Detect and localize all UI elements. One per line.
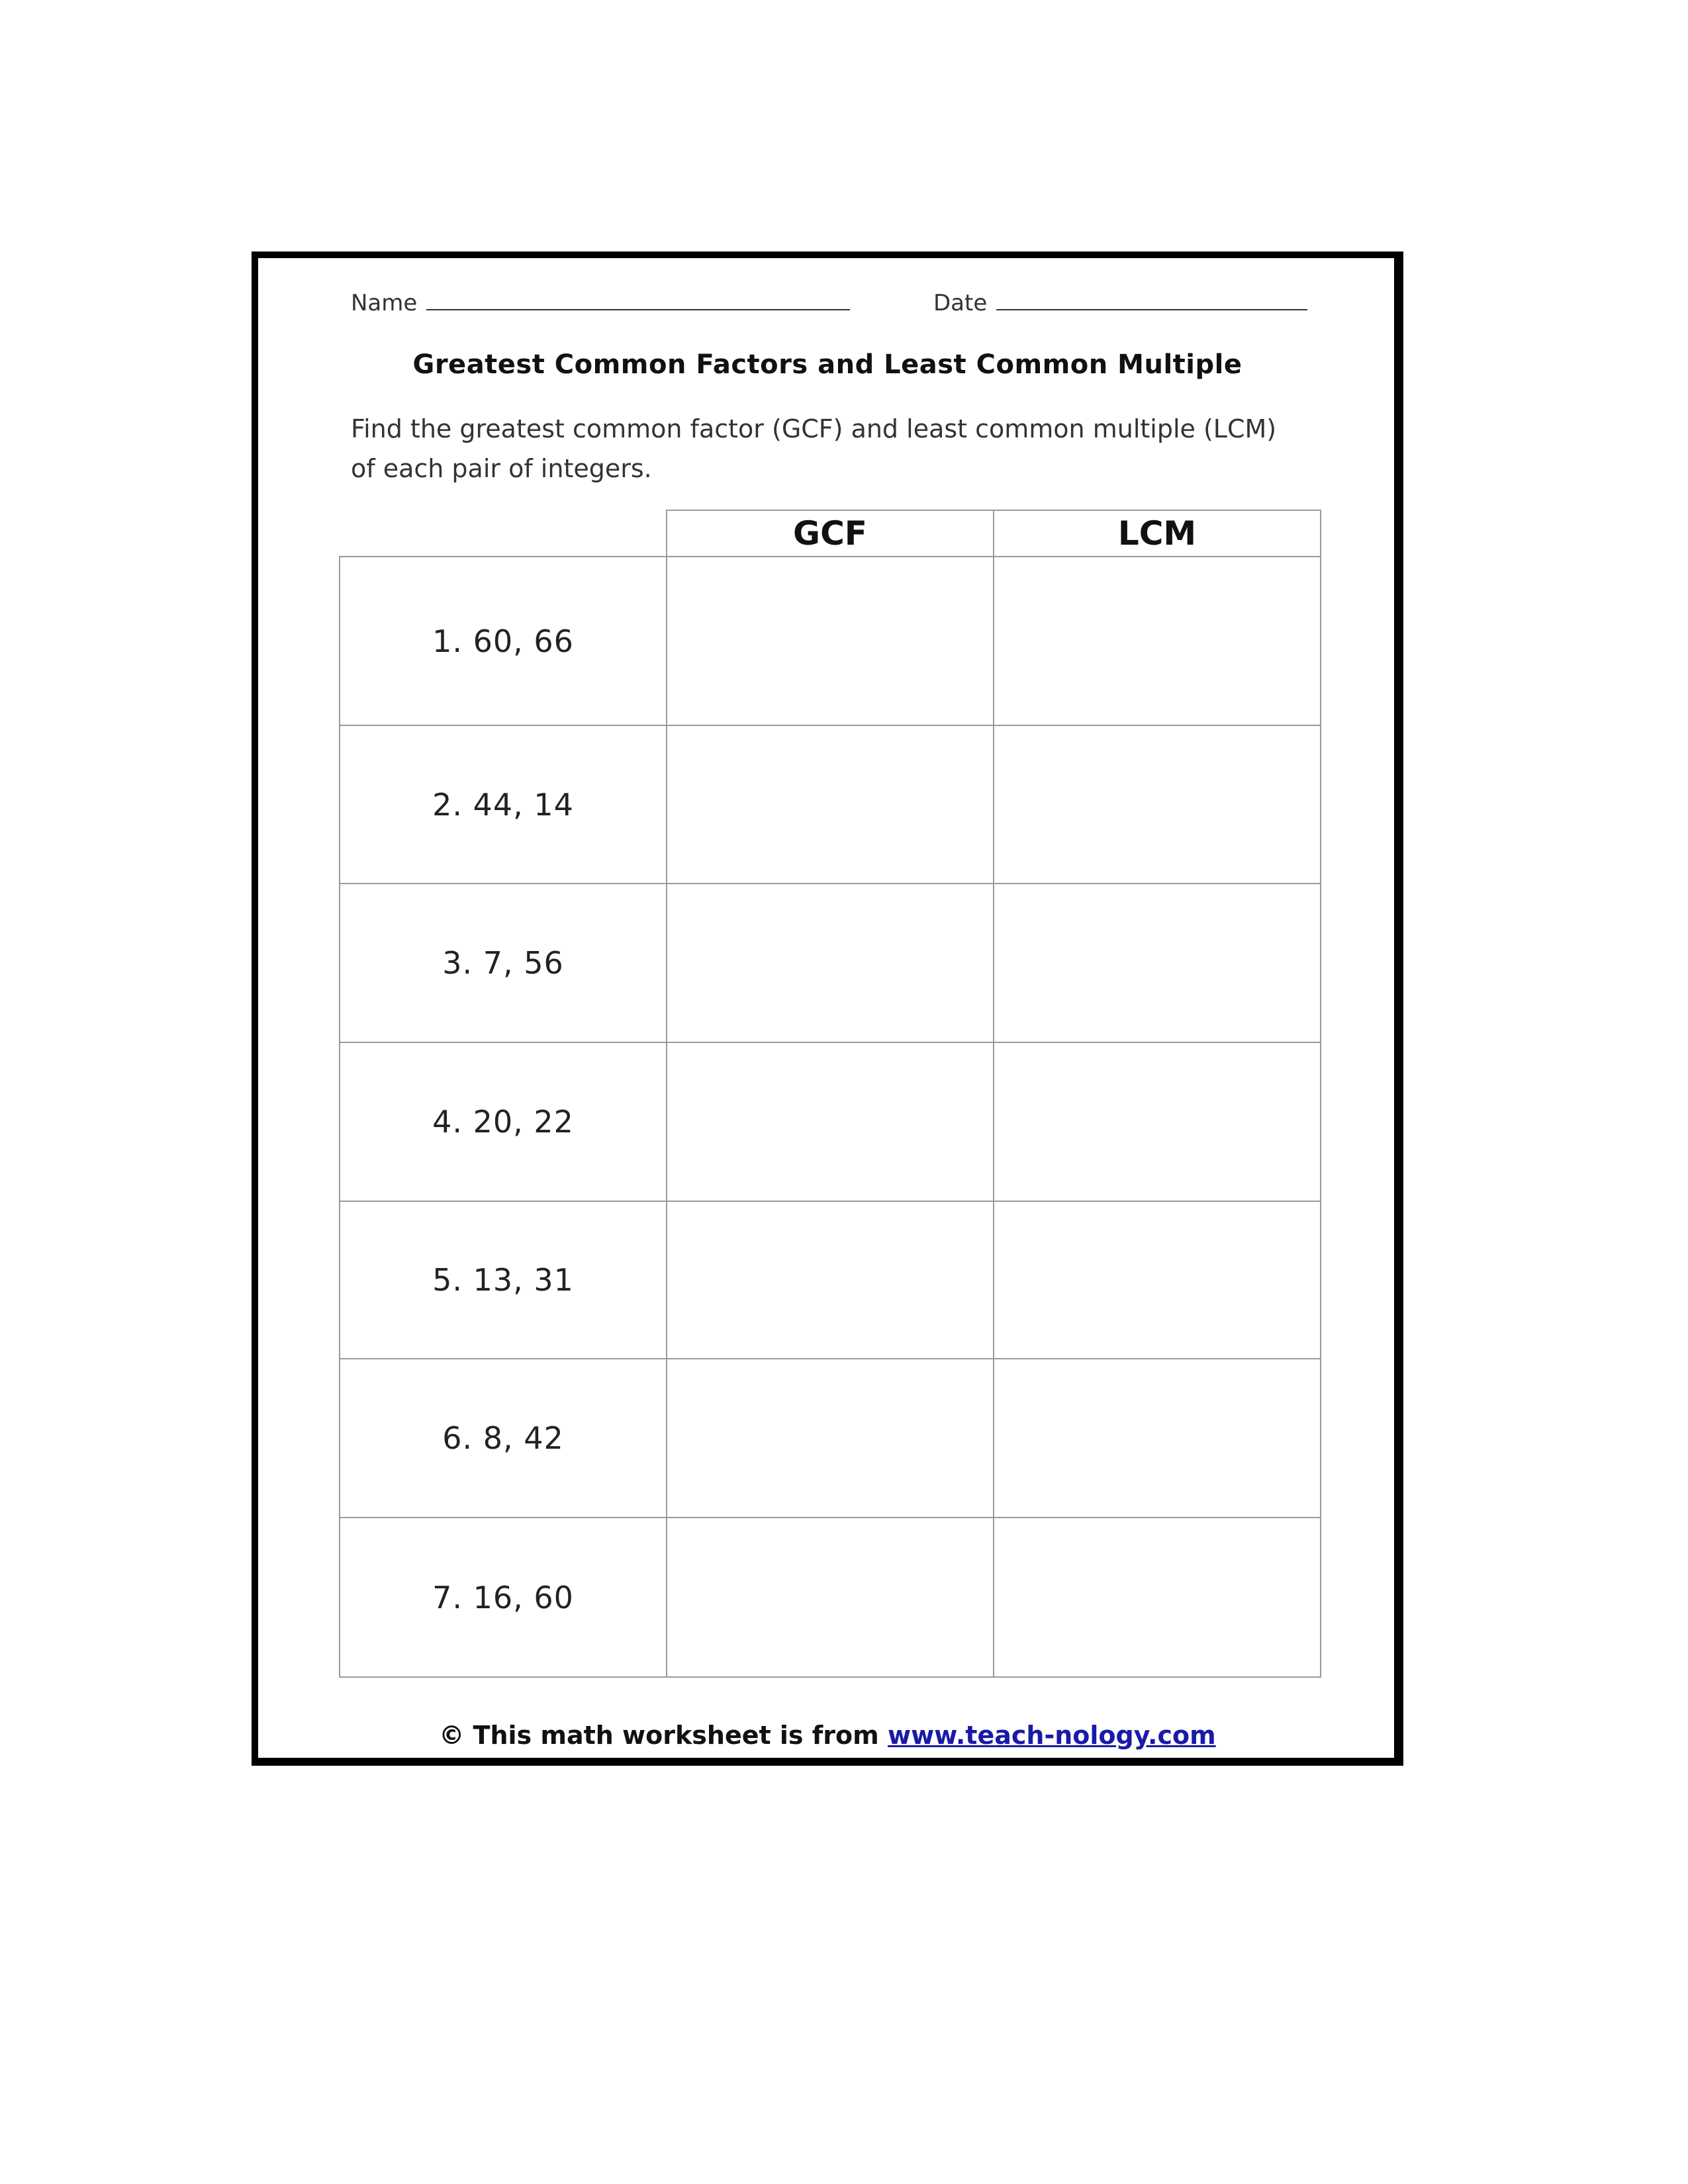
lcm-column-header: LCM — [993, 510, 1321, 557]
footer-text: © This math worksheet is from — [439, 1721, 879, 1750]
gcf-answer-cell[interactable] — [666, 1201, 994, 1359]
lcm-answer-cell[interactable] — [993, 556, 1321, 726]
gcf-answer-cell[interactable] — [666, 556, 994, 726]
question-cell: 5. 13, 31 — [339, 1201, 667, 1359]
teach-nology-link[interactable]: www.teach-nology.com — [887, 1721, 1216, 1750]
gcf-answer-cell[interactable] — [666, 883, 994, 1043]
lcm-answer-cell[interactable] — [993, 1517, 1321, 1678]
gcf-answer-cell[interactable] — [666, 725, 994, 884]
lcm-answer-cell[interactable] — [993, 725, 1321, 884]
question-cell: 7. 16, 60 — [339, 1517, 667, 1678]
question-cell: 6. 8, 42 — [339, 1358, 667, 1518]
answer-table — [339, 510, 1321, 1678]
lcm-answer-cell[interactable] — [993, 1201, 1321, 1359]
lcm-answer-cell[interactable] — [993, 1042, 1321, 1202]
name-field — [351, 290, 850, 316]
question-cell: 3. 7, 56 — [339, 883, 667, 1043]
question-cell: 1. 60, 66 — [339, 556, 667, 726]
date-field — [933, 290, 1307, 316]
gcf-column-header: GCF — [666, 510, 994, 557]
worksheet-title: Greatest Common Factors and Least Common Multiple — [412, 349, 1243, 380]
date-label: Date — [933, 290, 988, 316]
lcm-answer-cell[interactable] — [993, 883, 1321, 1043]
lcm-answer-cell[interactable] — [993, 1358, 1321, 1518]
gcf-answer-cell[interactable] — [666, 1517, 994, 1678]
gcf-answer-cell[interactable] — [666, 1042, 994, 1202]
question-cell: 4. 20, 22 — [339, 1042, 667, 1202]
gcf-answer-cell[interactable] — [666, 1358, 994, 1518]
name-label: Name — [351, 290, 418, 316]
name-blank-line — [426, 292, 850, 310]
question-cell: 2. 44, 14 — [339, 725, 667, 884]
instructions: Find the greatest common factor (GCF) and least common multiple (LCM) of each pair of integers. — [351, 414, 1277, 483]
copyright-footer — [252, 1721, 1403, 1750]
date-blank-line — [996, 292, 1307, 310]
